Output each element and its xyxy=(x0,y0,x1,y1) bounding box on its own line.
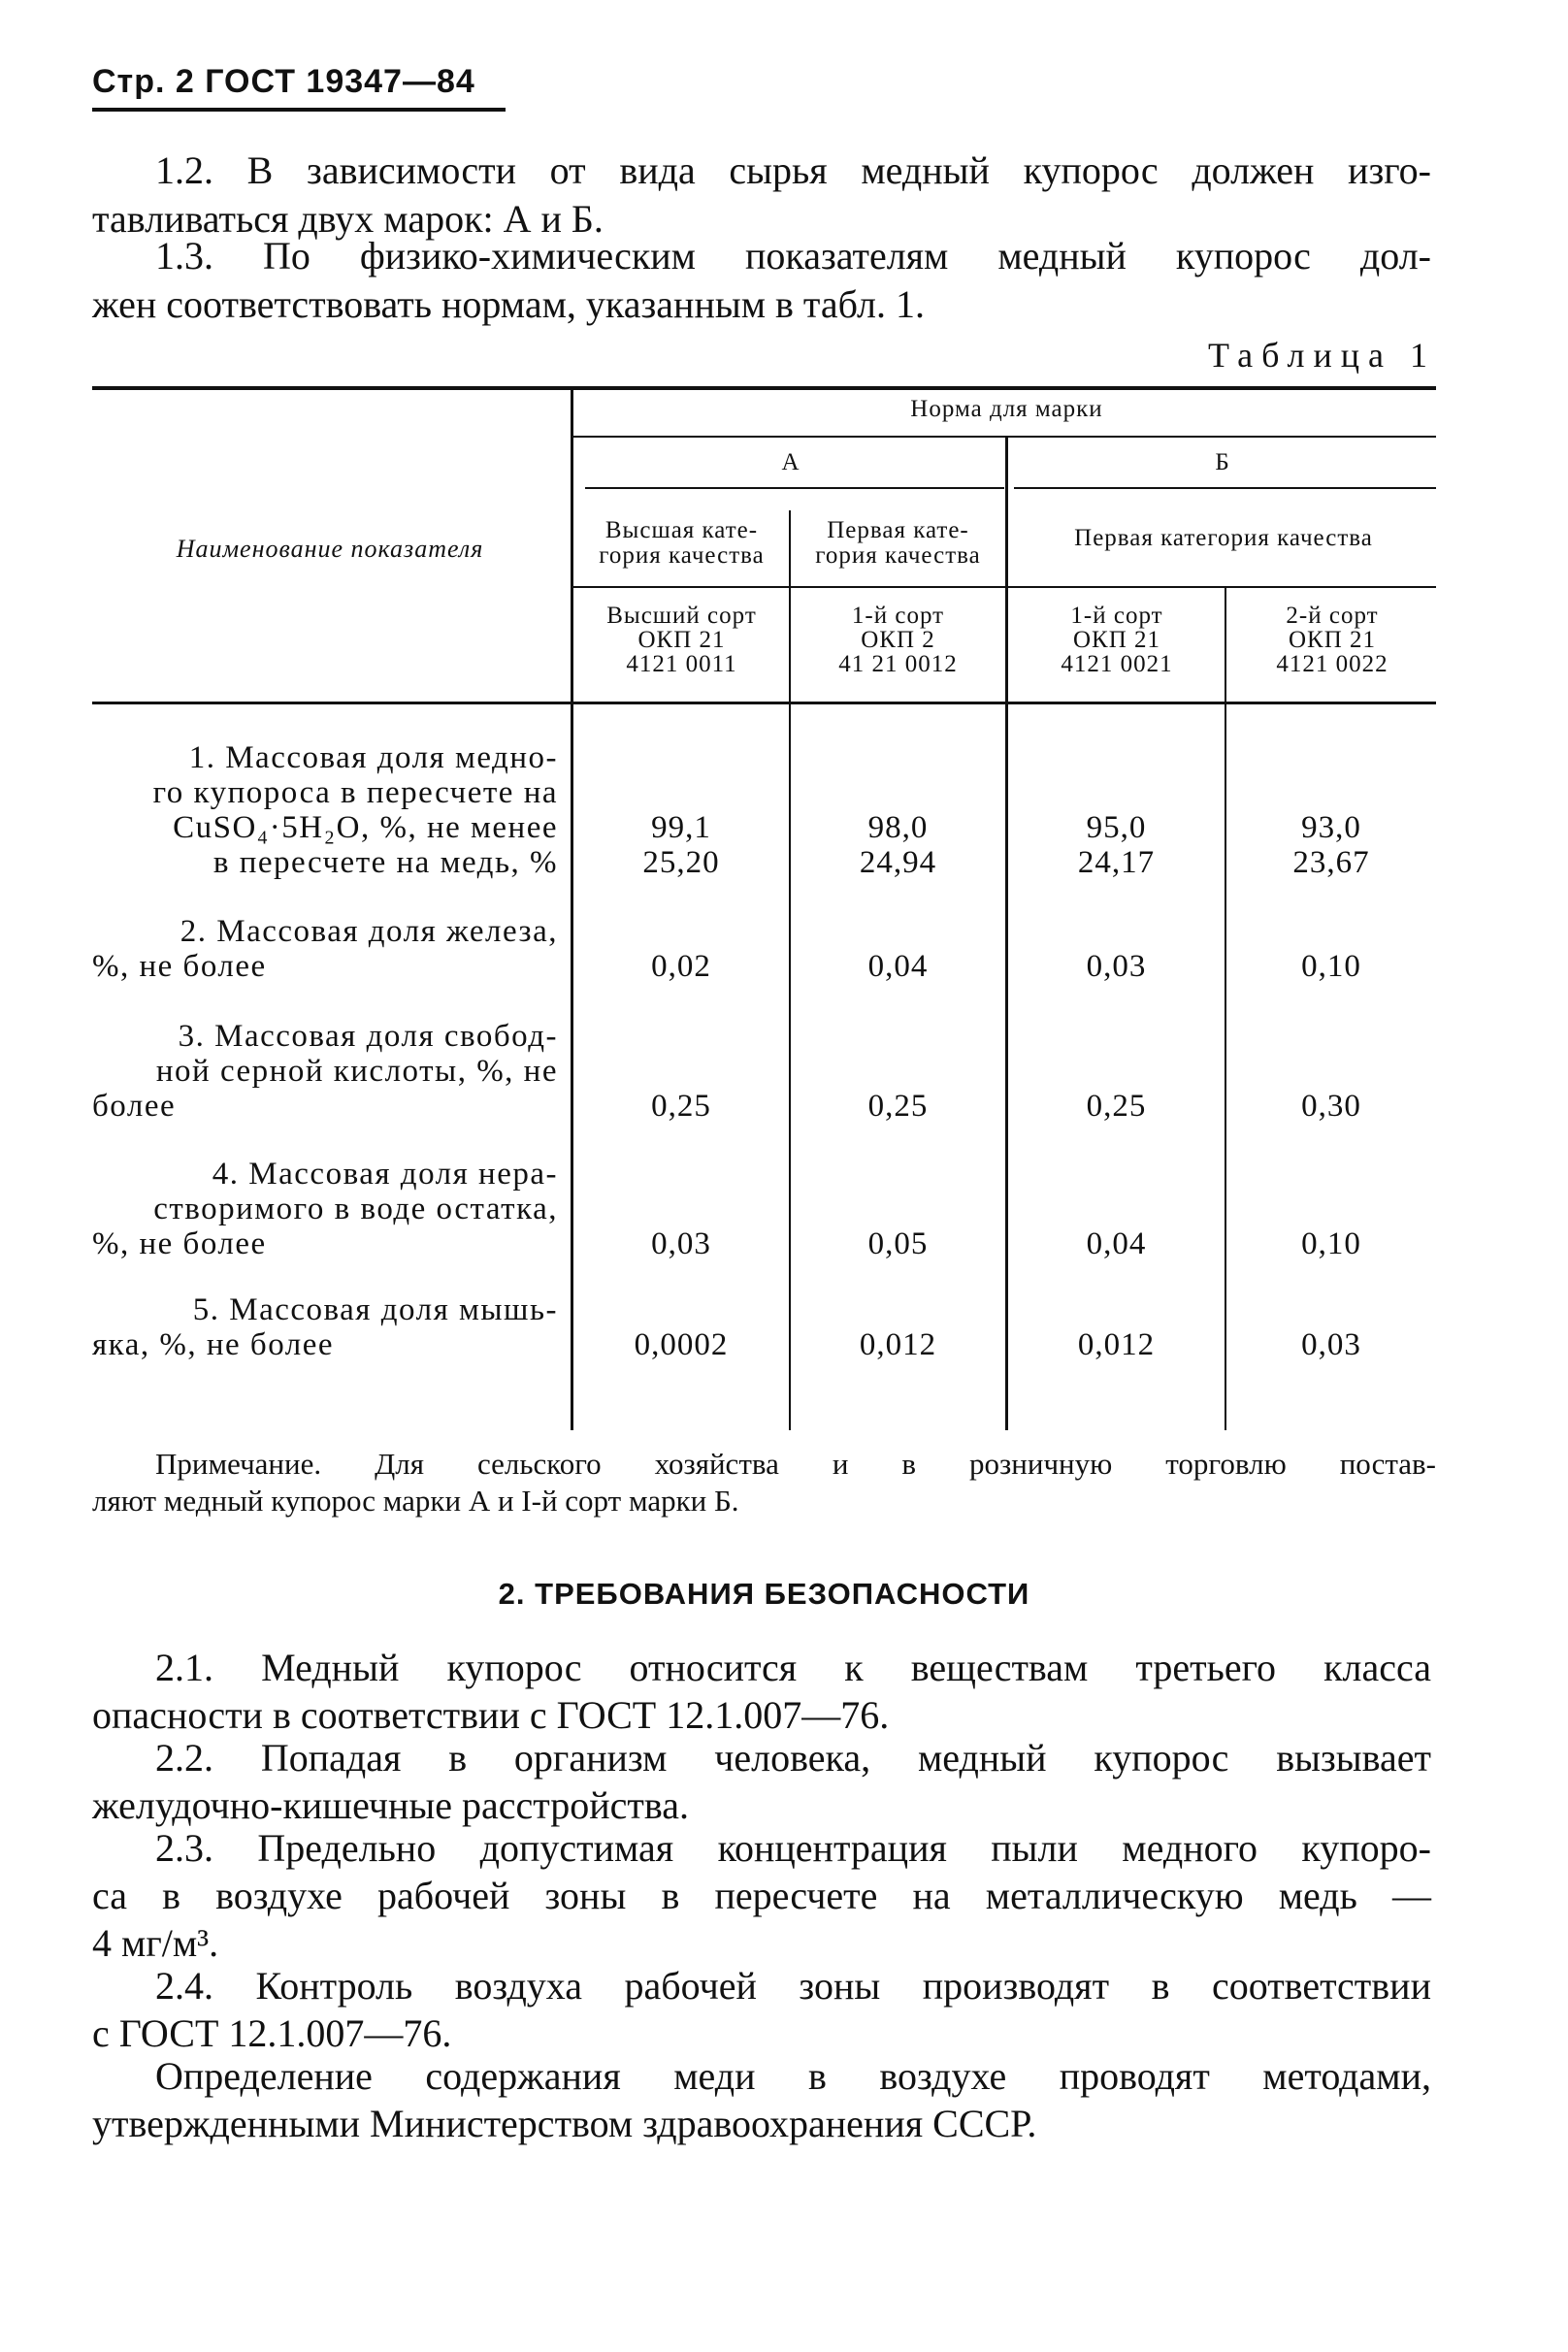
table-rule-sorts xyxy=(571,586,1436,588)
th-indicator-name: Наименование показателя xyxy=(176,535,484,563)
row-2-col-4: 0,10 xyxy=(1301,949,1361,984)
th-sort-4-l2: ОКП 21 xyxy=(1288,627,1377,653)
row-1-col-1-b: 25,20 xyxy=(642,845,720,880)
table-col-divider-1 xyxy=(571,390,573,1430)
row-1-name-l3: CuSO₄·5H₂O, %, не менее xyxy=(173,810,558,845)
table-caption: Таблица 1 xyxy=(1208,336,1436,375)
row-1-col-2-a: 98,0 xyxy=(867,810,929,845)
th-cat-b-first: Первая категория качества xyxy=(1074,525,1373,551)
row-5-col-1: 0,0002 xyxy=(634,1327,729,1362)
th-mark-b: Б xyxy=(1215,449,1230,475)
row-2-col-1: 0,02 xyxy=(651,949,711,984)
para-2-2-line-1: 2.2. Попадая в организм человека, медный купорос вызывает xyxy=(155,1736,1431,1780)
th-cat-a-first-l1: Первая кате- xyxy=(827,517,969,543)
para-1-2-line-2: тавливаться двух марок: А и Б. xyxy=(92,197,604,241)
row-2-name-l1: 2. Массовая доля железа, xyxy=(180,914,558,949)
row-4-col-1: 0,03 xyxy=(651,1226,711,1261)
para-final-line-1: Определение содержания меди в воздухе проводят методами, xyxy=(155,2054,1431,2098)
th-cat-a-highest-l2: гория качества xyxy=(599,542,765,569)
para-2-3-line-3: 4 мг/м³. xyxy=(92,1921,219,1965)
para-2-3-line-2: са в воздухе рабочей зоны в пересчете на металлическую медь — xyxy=(92,1874,1431,1917)
row-4-col-3: 0,04 xyxy=(1086,1226,1147,1261)
row-1-col-2-b: 24,94 xyxy=(859,845,937,880)
row-1-col-4-b: 23,67 xyxy=(1292,845,1370,880)
table-col-divider-3 xyxy=(1005,438,1008,1430)
th-sort-4-l1: 2-й сорт xyxy=(1286,603,1379,629)
para-final-line-2: утвержденными Министерством здравоохранения СССР. xyxy=(92,2102,1037,2145)
th-sort-2-l3: 41 21 0012 xyxy=(838,651,958,677)
row-1-name-l1: 1. Массовая доля медно- xyxy=(188,740,558,775)
row-1-col-3-b: 24,17 xyxy=(1077,845,1156,880)
row-4-name-l1: 4. Массовая доля нера- xyxy=(212,1157,558,1192)
th-norm-for-mark: Норма для марки xyxy=(910,396,1103,422)
row-5-name-l2: яка, %, не более xyxy=(92,1327,335,1362)
para-2-3-line-1: 2.3. Предельно допустимая концентрация пыли медного купоро- xyxy=(155,1826,1431,1870)
th-sort-2-l1: 1-й сорт xyxy=(851,603,945,629)
row-2-col-3: 0,03 xyxy=(1086,949,1147,984)
row-3-name-l2: ной серной кислоты, %, не xyxy=(155,1054,558,1089)
row-4-col-2: 0,05 xyxy=(867,1226,929,1261)
table-rule-a-cats xyxy=(585,487,1004,489)
row-3-name-l1: 3. Массовая доля свобод- xyxy=(178,1019,558,1054)
para-2-1-line-2: опасности в соответствии с ГОСТ 12.1.007—76. xyxy=(92,1693,890,1737)
row-3-col-1: 0,25 xyxy=(651,1089,711,1124)
para-2-4-line-1: 2.4. Контроль воздуха рабочей зоны производят в соответствии xyxy=(155,1964,1431,2008)
th-sort-1-l2: ОКП 21 xyxy=(637,627,726,653)
table-header-bottom-rule xyxy=(92,702,1436,704)
row-3-col-3: 0,25 xyxy=(1086,1089,1147,1124)
para-2-2-line-2: желудочно-кишечные расстройства. xyxy=(92,1783,689,1827)
row-5-col-4: 0,03 xyxy=(1301,1327,1361,1362)
table-note-line-2: ляют медный купорос марки А и I-й сорт марки Б. xyxy=(92,1484,739,1518)
th-sort-3-l2: ОКП 21 xyxy=(1072,627,1161,653)
para-2-1-line-1: 2.1. Медный купорос относится к веществам третьего класса xyxy=(155,1646,1431,1689)
table-rule-marks xyxy=(571,436,1436,438)
section-2-title: 2. ТРЕБОВАНИЯ БЕЗОПАСНОСТИ xyxy=(498,1577,1030,1611)
para-1-2-line-1: 1.2. В зависимости от вида сырья медный купорос должен изго- xyxy=(155,148,1431,192)
table-rule-b-cats xyxy=(1014,487,1436,489)
th-sort-1-l3: 4121 0011 xyxy=(626,651,737,677)
row-1-col-1-a: 99,1 xyxy=(651,810,711,845)
th-sort-2-l2: ОКП 2 xyxy=(861,627,935,653)
th-sort-3-l1: 1-й сорт xyxy=(1070,603,1163,629)
th-mark-a: А xyxy=(781,449,800,475)
table-top-rule xyxy=(92,386,1436,390)
th-sort-3-l3: 4121 0021 xyxy=(1061,651,1173,677)
row-1-name-l2: го купороса в пересчете на xyxy=(152,775,558,810)
row-5-col-3: 0,012 xyxy=(1077,1327,1156,1362)
table-note-line-1: Примечание. Для сельского хозяйства и в розничную торговлю постав- xyxy=(155,1447,1436,1481)
row-5-col-2: 0,012 xyxy=(859,1327,937,1362)
para-1-3-line-1: 1.3. По физико-химическим показателям медный купорос дол- xyxy=(155,234,1431,278)
para-2-4-line-2: с ГОСТ 12.1.007—76. xyxy=(92,2011,452,2055)
th-sort-1-l1: Высший сорт xyxy=(606,603,757,629)
table-col-divider-4 xyxy=(1225,586,1226,1430)
row-4-name-l3: %, не более xyxy=(92,1226,267,1261)
row-3-col-2: 0,25 xyxy=(867,1089,929,1124)
row-4-col-4: 0,10 xyxy=(1301,1226,1361,1261)
row-1-name-l4: в пересчете на медь, % xyxy=(212,845,558,880)
th-cat-a-highest-l1: Высшая кате- xyxy=(604,517,759,543)
row-3-col-4: 0,30 xyxy=(1301,1089,1361,1124)
th-cat-a-first-l2: гория качества xyxy=(815,542,981,569)
page-header: Стр. 2 ГОСТ 19347—84 xyxy=(92,63,475,100)
row-2-col-2: 0,04 xyxy=(867,949,929,984)
row-4-name-l2: створимого в воде остатка, xyxy=(153,1192,558,1226)
row-1-col-3-a: 95,0 xyxy=(1086,810,1147,845)
row-3-name-l3: более xyxy=(92,1089,177,1124)
th-sort-4-l3: 4121 0022 xyxy=(1276,651,1388,677)
row-5-name-l1: 5. Массовая доля мышь- xyxy=(192,1292,558,1327)
row-1-col-4-a: 93,0 xyxy=(1301,810,1361,845)
row-2-name-l2: %, не более xyxy=(92,949,267,984)
header-rule xyxy=(92,108,506,112)
para-1-3-line-2: жен соответствовать нормам, указанным в табл. 1. xyxy=(92,282,925,326)
